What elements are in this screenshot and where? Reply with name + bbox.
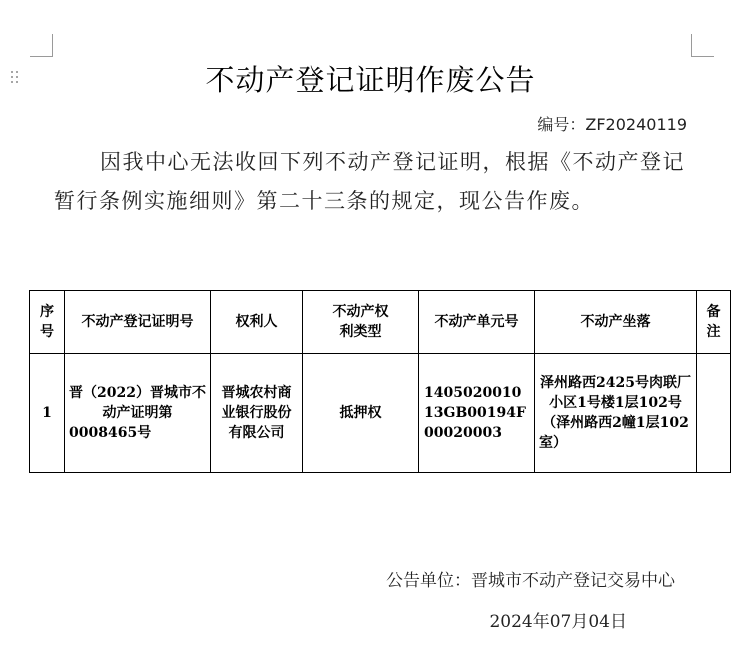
header-location: 不动产坐落 — [535, 291, 697, 354]
table-row — [30, 354, 731, 473]
document-number: 编号：ZF20240119 — [537, 115, 687, 134]
cell-right-type: 抵押权 — [303, 354, 419, 473]
cell-location: 泽州路西2425号肉联厂小区1号楼1层102号（泽州路西2幢1层102室） — [535, 354, 697, 473]
header-remark: 备注 — [697, 291, 731, 354]
issuing-organization: 公告单位：晋城市不动产登记交易中心 — [386, 571, 675, 591]
cell-holder: 晋城农村商业银行股份有限公司 — [211, 354, 303, 473]
header-right-type: 不动产权利类型 — [303, 291, 419, 354]
header-holder: 权利人 — [211, 291, 303, 354]
certificate-table — [29, 290, 731, 473]
cell-unit-no: 140502001013GB00194F00020003 — [419, 354, 535, 473]
intro-paragraph: 因我中心无法收回下列不动产登记证明，根据《不动产登记暂行条例实施细则》第二十三条的规定，现公告作废。 — [54, 150, 685, 213]
issue-date: 2024年07月04日 — [489, 612, 627, 632]
cell-seq: 1 — [30, 354, 65, 473]
margin-mark-top-right — [691, 34, 714, 57]
table-header-row — [30, 291, 731, 354]
page-title: 不动产登记证明作废公告 — [205, 63, 536, 97]
cell-remark — [697, 354, 731, 473]
header-seq: 序号 — [30, 291, 65, 354]
header-cert-no: 不动产登记证明号 — [65, 291, 211, 354]
margin-mark-top-left — [30, 34, 53, 57]
header-unit-no: 不动产单元号 — [419, 291, 535, 354]
cell-cert-no: 晋（2022）晋城市不动产证明第0008465号 — [65, 354, 211, 473]
